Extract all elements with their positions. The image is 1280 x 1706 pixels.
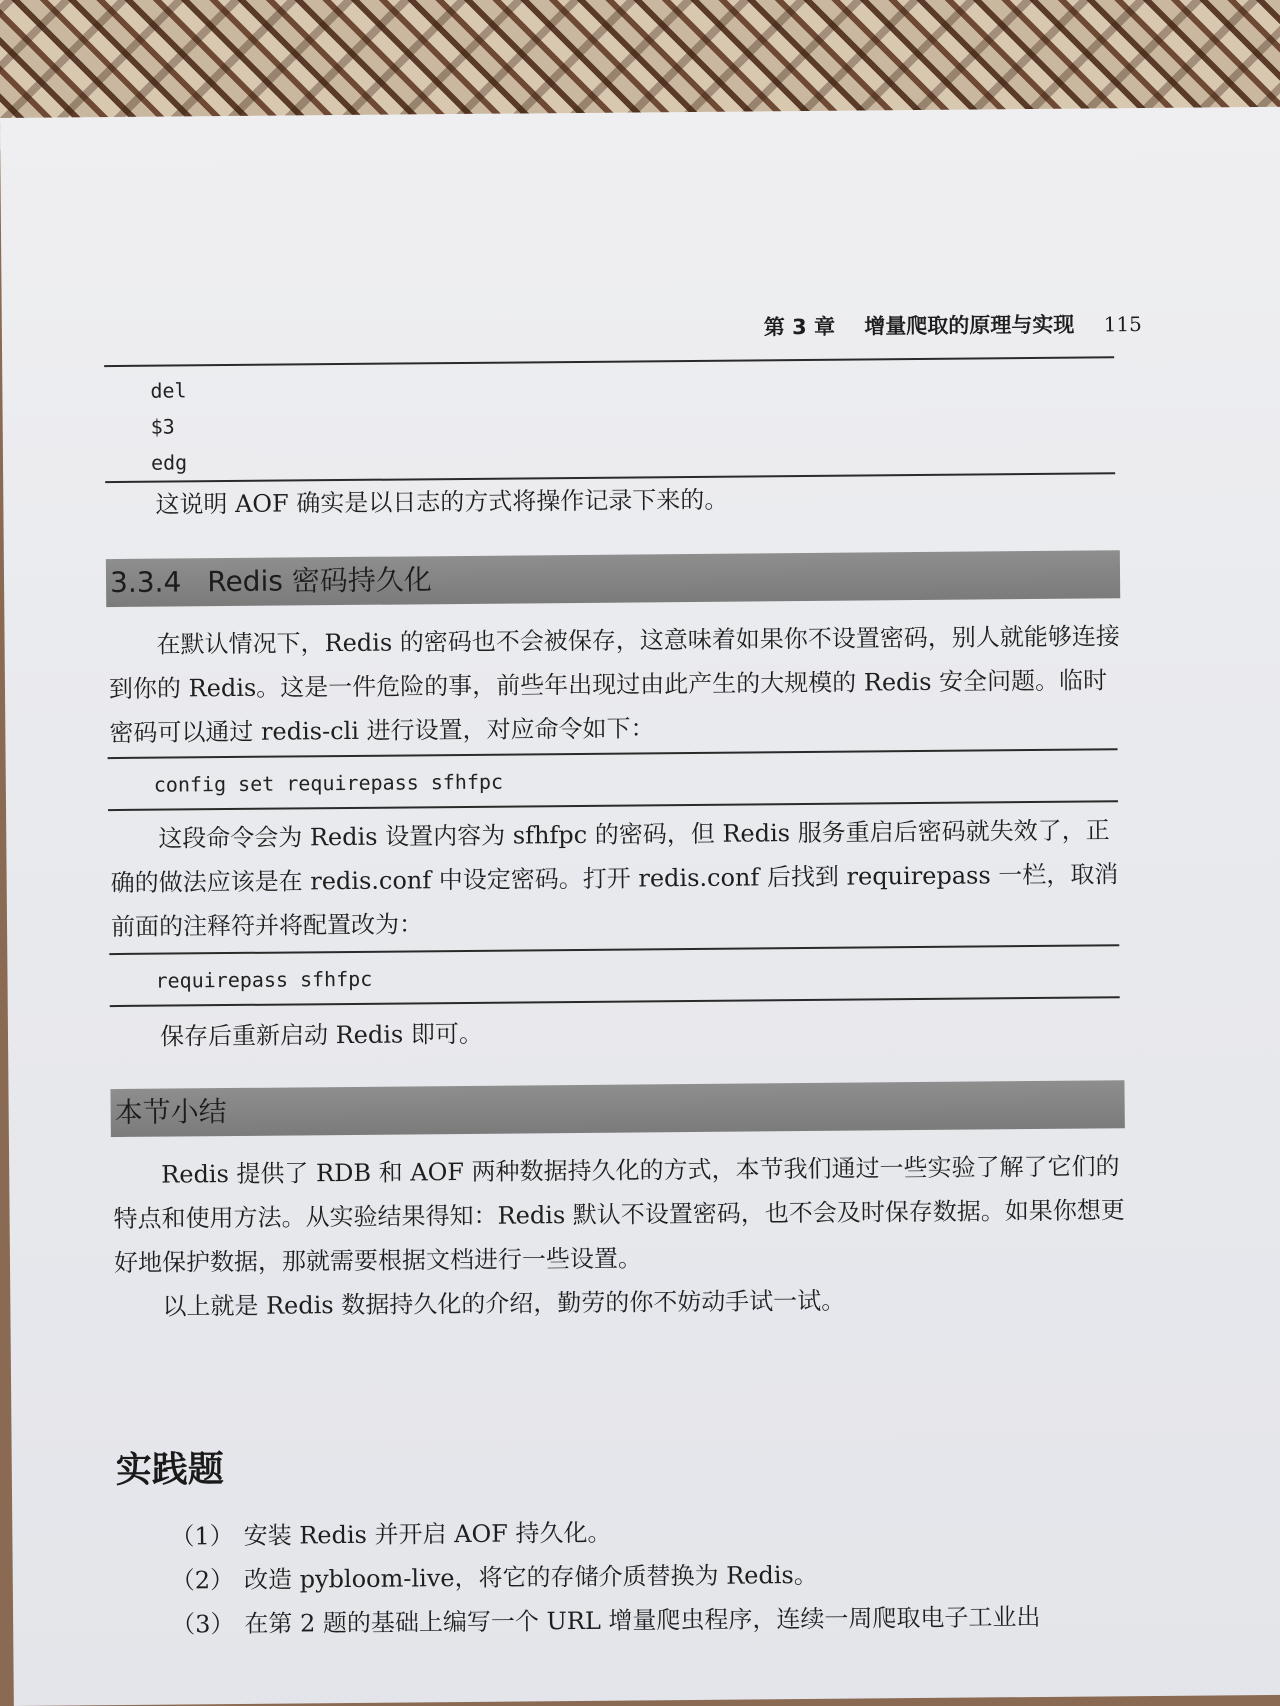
exercise-item [171,1597,1041,1640]
summary-title: 本节小结 [114,1095,227,1130]
practice-heading: 实践题 [115,1449,224,1492]
code-line: edg [150,450,188,475]
section-number: 3.3.4 [109,565,182,600]
summary-heading [110,1080,1124,1137]
running-header [102,308,1142,353]
code-line: del [150,378,187,403]
exercise-item [171,1555,818,1596]
exercise-number: （3） [171,1610,235,1639]
code-block-aof [150,372,187,480]
exercise-text: 改造 pybloom-live，将它的存储介质替换为 Redis。 [243,1560,818,1594]
exercise-item [170,1513,611,1552]
paragraph-redis-conf: 这段命令会为 Redis 设置内容为 sfhfpc 的密码，但 Redis 服务重启后密码就失效了，正确的做法应该是在 redis.conf 中设定密码。打开 redis.conf 后找到 requirepass 一栏，取消前面的注释符并将配置改为： [110,816,1119,942]
exercise-text: 安装 Redis 并开启 AOF 持久化。 [243,1518,612,1550]
paragraph-summary: Redis 提供了 RDB 和 AOF 两种数据持久化的方式，本节我们通过一些实验了解了它们的特点和使用方法。从实验结果得知：Redis 默认不设置密码，也不会及时保存数据。如果你想更好地保护数据，那就需要根据文档进行一些设置。 [113,1152,1125,1278]
code-rule-bottom [110,996,1120,1007]
code-requirepass: requirepass sfhfpc [155,966,373,993]
section-title: Redis 密码持久化 [207,563,432,599]
chapter-title: 增量爬取的原理与实现 [864,312,1075,339]
page-number: 115 [1103,312,1142,337]
paragraph-password-intro: 在默认情况下，Redis 的密码也不会被保存，这意味着如果你不设置密码，别人就能够连接到你的 Redis。这是一件危险的事，前些年出现过由此产生的大规模的 Redis 安全问题。临时密码可以通过 redis-cli 进行设置，对应命令如下： [108,622,1120,748]
book-page [0,107,1280,1706]
exercise-text: 在第 2 题的基础上编写一个 URL 增量爬虫程序，连续一周爬取电子工业出 [244,1602,1041,1638]
section-heading [106,550,1120,607]
code-config-set: config set requirepass sfhfpc [153,769,504,797]
code-line: $3 [150,414,175,439]
exercise-number: （1） [170,1522,234,1551]
code-rule-top [104,356,1114,367]
exercise-number: （2） [170,1566,235,1595]
paragraph-try-it: 以上就是 Redis 数据持久化的介绍，勤劳的你不妨动手试一试。 [162,1286,846,1321]
paragraph-restart: 保存后重新启动 Redis 即可。 [159,1019,484,1051]
paragraph-aof-conclusion: 这说明 AOF 确实是以日志的方式将操作记录下来的。 [155,485,729,519]
chapter-number: 第 3 章 [763,314,836,340]
